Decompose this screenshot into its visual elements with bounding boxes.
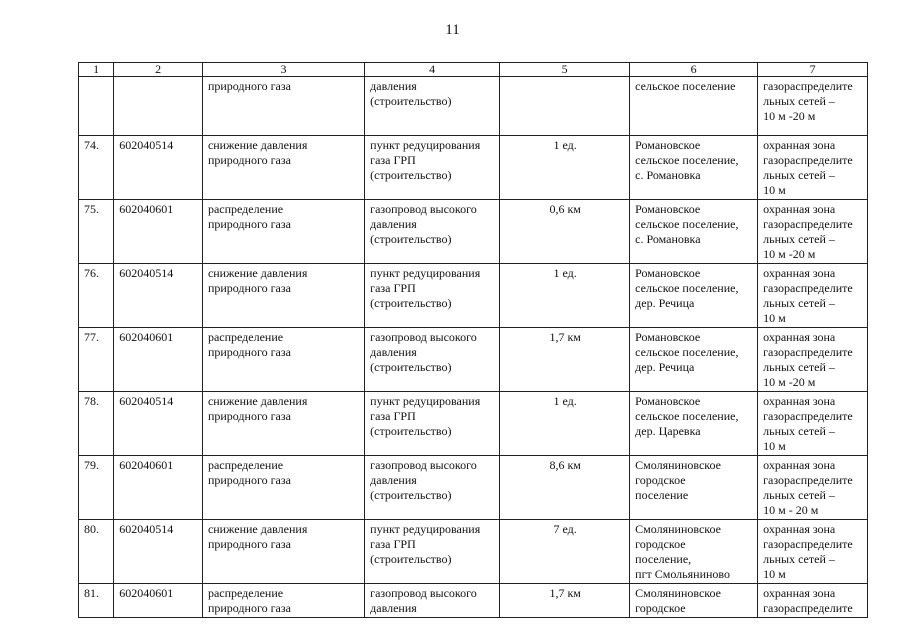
- table-row: [79, 520, 868, 584]
- code-cell: 602040601: [114, 200, 203, 264]
- location-cell: Романовское сельское поселение, с. Романовка: [630, 200, 758, 264]
- location-cell: Романовское сельское поселение, дер. Речица: [630, 328, 758, 392]
- purpose-cell: снижение давления природного газа: [202, 136, 364, 200]
- object-cell: пункт редуцирования газа ГРП (строительство): [365, 264, 500, 328]
- location-cell: Смоляниновское городское: [630, 584, 758, 618]
- row-number-cell: 75.: [79, 200, 114, 264]
- code-cell: 602040514: [114, 520, 203, 584]
- row-number-cell: 78.: [79, 392, 114, 456]
- location-cell: Романовское сельское поселение, с. Романовка: [630, 136, 758, 200]
- column-header: 6: [630, 63, 758, 77]
- location-cell: Смоляниновское городское поселение: [630, 456, 758, 520]
- row-number-cell: [79, 77, 114, 136]
- quantity-cell: 0,6 км: [500, 200, 630, 264]
- purpose-cell: распределение природного газа: [202, 456, 364, 520]
- page-number: 11: [445, 22, 460, 38]
- quantity-cell: 8,6 км: [500, 456, 630, 520]
- table-row: [79, 200, 868, 264]
- object-cell: пункт редуцирования газа ГРП (строительство): [365, 392, 500, 456]
- object-cell: газопровод высокого давления (строительство): [365, 328, 500, 392]
- location-cell: Смоляниновское городское поселение, пгт Смольяниново: [630, 520, 758, 584]
- column-header: 3: [202, 63, 364, 77]
- zone-cell: охранная зона газораспределите льных сетей – 10 м: [758, 520, 868, 584]
- table-row: [79, 136, 868, 200]
- code-cell: 602040601: [114, 456, 203, 520]
- quantity-cell: 1 ед.: [500, 136, 630, 200]
- row-number-cell: 81.: [79, 584, 114, 618]
- row-number-cell: 74.: [79, 136, 114, 200]
- location-cell: сельское поселение: [630, 77, 758, 136]
- facilities-table: [78, 62, 868, 618]
- table-row: [79, 264, 868, 328]
- zone-cell: охранная зона газораспределите: [758, 584, 868, 618]
- quantity-cell: 1 ед.: [500, 392, 630, 456]
- table-row: [79, 392, 868, 456]
- table-row: [79, 584, 868, 618]
- quantity-cell: 7 ед.: [500, 520, 630, 584]
- row-number-cell: 76.: [79, 264, 114, 328]
- zone-cell: газораспределите льных сетей – 10 м -20 м: [758, 77, 868, 136]
- quantity-cell: 1 ед.: [500, 264, 630, 328]
- quantity-cell: 1,7 км: [500, 584, 630, 618]
- code-cell: 602040601: [114, 328, 203, 392]
- object-cell: газопровод высокого давления: [365, 584, 500, 618]
- object-cell: давления (строительство): [365, 77, 500, 136]
- zone-cell: охранная зона газораспределите льных сетей – 10 м -20 м: [758, 328, 868, 392]
- table-row: [79, 77, 868, 136]
- table-row: [79, 328, 868, 392]
- code-cell: 602040514: [114, 392, 203, 456]
- header-row: [79, 63, 868, 77]
- location-cell: Романовское сельское поселение, дер. Царевка: [630, 392, 758, 456]
- row-number-cell: 77.: [79, 328, 114, 392]
- code-cell: 602040601: [114, 584, 203, 618]
- purpose-cell: снижение давления природного газа: [202, 520, 364, 584]
- zone-cell: охранная зона газораспределите льных сетей – 10 м -20 м: [758, 200, 868, 264]
- table-row: [79, 456, 868, 520]
- row-number-cell: 80.: [79, 520, 114, 584]
- row-number-cell: 79.: [79, 456, 114, 520]
- purpose-cell: природного газа: [202, 77, 364, 136]
- object-cell: газопровод высокого давления (строительство): [365, 456, 500, 520]
- object-cell: газопровод высокого давления (строительство): [365, 200, 500, 264]
- object-cell: пункт редуцирования газа ГРП (строительство): [365, 520, 500, 584]
- zone-cell: охранная зона газораспределите льных сетей – 10 м: [758, 392, 868, 456]
- purpose-cell: распределение природного газа: [202, 200, 364, 264]
- purpose-cell: распределение природного газа: [202, 328, 364, 392]
- purpose-cell: снижение давления природного газа: [202, 392, 364, 456]
- object-cell: пункт редуцирования газа ГРП (строительство): [365, 136, 500, 200]
- code-cell: 602040514: [114, 136, 203, 200]
- quantity-cell: [500, 77, 630, 136]
- column-header: 1: [79, 63, 114, 77]
- code-cell: 602040514: [114, 264, 203, 328]
- code-cell: [114, 77, 203, 136]
- column-header: 4: [365, 63, 500, 77]
- zone-cell: охранная зона газораспределите льных сетей – 10 м: [758, 264, 868, 328]
- location-cell: Романовское сельское поселение, дер. Речица: [630, 264, 758, 328]
- purpose-cell: снижение давления природного газа: [202, 264, 364, 328]
- zone-cell: охранная зона газораспределите льных сетей – 10 м: [758, 136, 868, 200]
- purpose-cell: распределение природного газа: [202, 584, 364, 618]
- column-header: 7: [758, 63, 868, 77]
- zone-cell: охранная зона газораспределите льных сетей – 10 м - 20 м: [758, 456, 868, 520]
- quantity-cell: 1,7 км: [500, 328, 630, 392]
- column-header: 5: [500, 63, 630, 77]
- column-header: 2: [114, 63, 203, 77]
